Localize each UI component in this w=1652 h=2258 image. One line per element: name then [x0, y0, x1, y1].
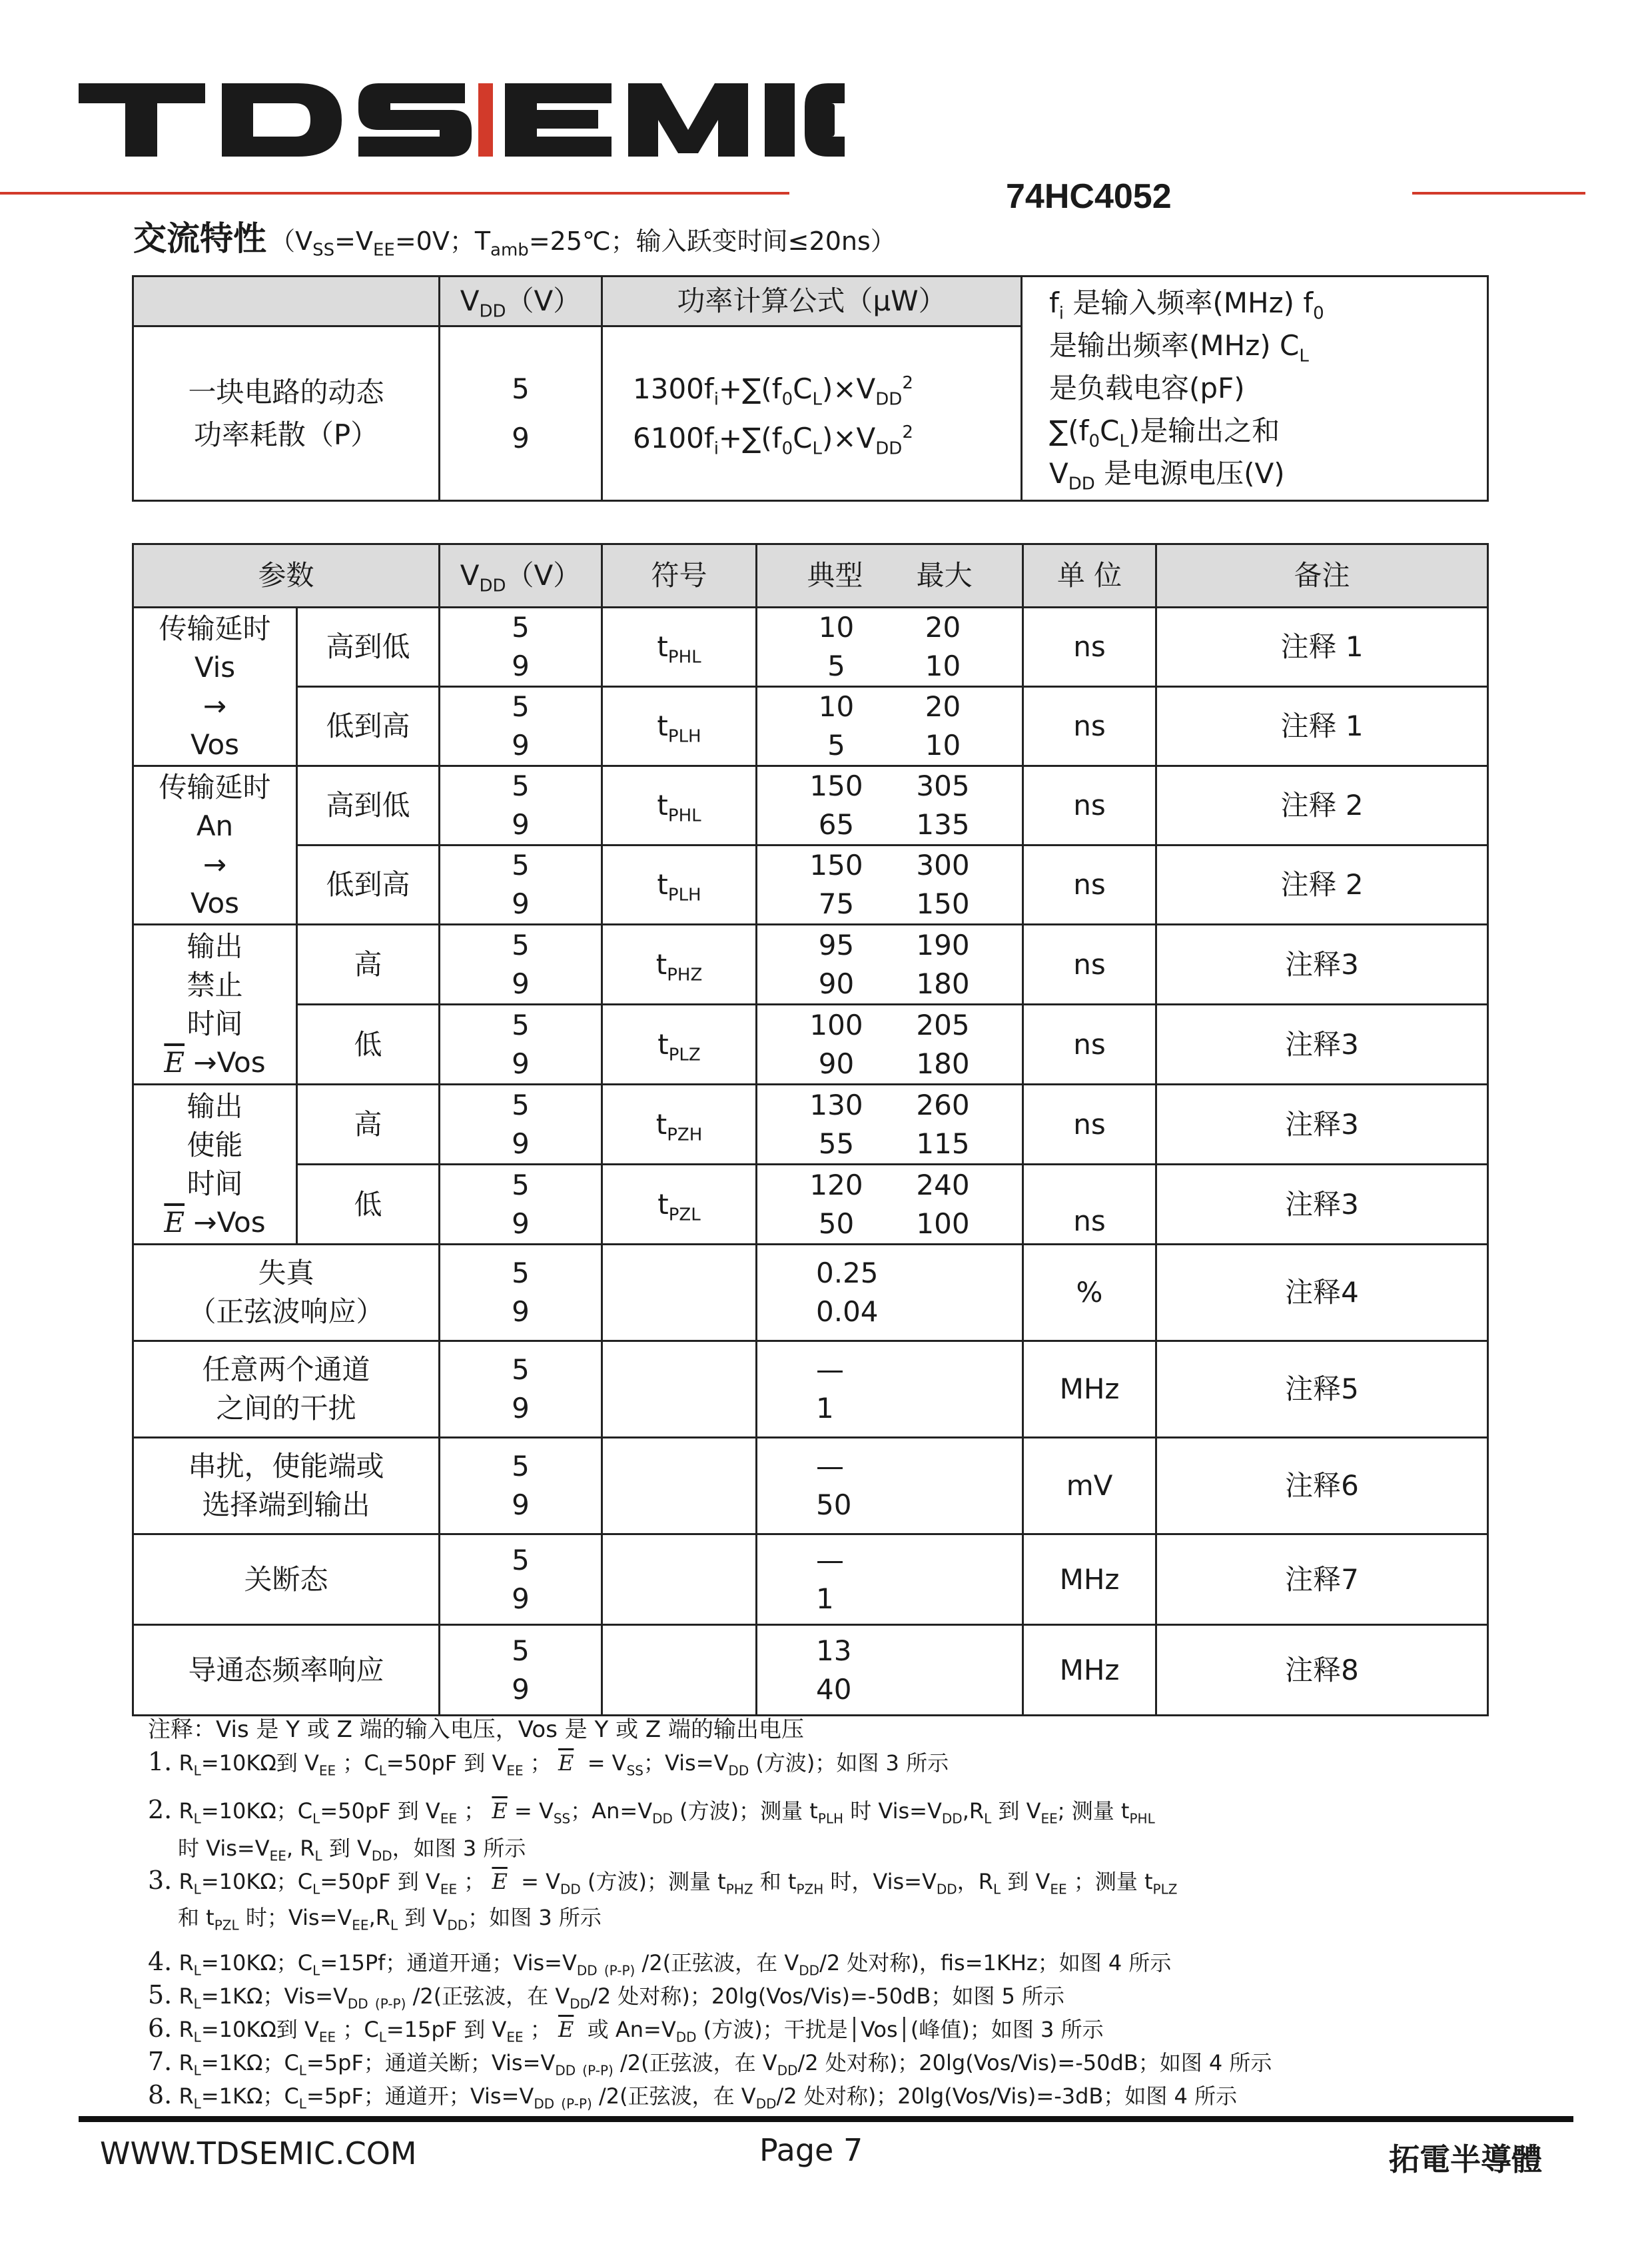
note-cell: 注释 1: [1156, 608, 1488, 687]
note-3: 3. $R_L=10K\Omega$；$C_L=50pF$ 到 $V_{EE}$ ； $\overline{E} = V_{DD}$ (方波)；测量 $t_{PHZ}$ 和 $t_{PZH}$ 时，$Vis=V_{DD}$，$R_L$ 到 $V_{EE}$ ；测量 $t_{PLZ}$: [148, 1866, 1178, 1898]
symbol-cell: [602, 1245, 757, 1341]
power-formulas: $1300f_i+\sum(f_0C_L)\times V_{DD}^2$ $6100f_i+\sum(f_0C_L)\times V_{DD}^2$: [602, 326, 1022, 501]
section-title: 交流特性: [133, 219, 266, 258]
power-label-line1: 一块电路的动态: [188, 375, 384, 408]
symbol-cell: $t_{PZH}$: [602, 1085, 757, 1165]
vdd-cell: 5 9: [440, 1085, 602, 1165]
note-2-cont: 时 $Vis=V_{EE}$, $R_L$ 到 $V_{DD}$，如图 3 所示: [178, 1836, 526, 1864]
symbol-cell: [602, 1625, 757, 1716]
part-number: 74HC4052: [1006, 177, 1172, 216]
vdd-cell: 5 9: [440, 1438, 602, 1534]
note-8: 8. $R_L=1K\Omega$；$C_L=5pF$；通道开；$Vis=V_{DD}$ $_{(P-P)}$ /2(正弦波，在 $V_{DD}/2$ 处对称)；20lg(Vos/Vis)=-3dB；如图 4 所示: [148, 2080, 1238, 2112]
section-heading: [133, 212, 896, 260]
note-cell: 注释4: [1156, 1245, 1488, 1341]
vdd-cell: 5 9: [440, 1534, 602, 1625]
sub-label: 高: [297, 1085, 440, 1165]
values-cell: 100 90205 180: [757, 1005, 1023, 1085]
symbol-cell: $t_{PLZ}$: [602, 1005, 757, 1085]
note-cell: 注释 2: [1156, 766, 1488, 846]
vdd-cell: 5 9: [440, 1245, 602, 1341]
note-7: 7. $R_L=1K\Omega$；$C_L=5pF$；通道关断；$Vis=V_{DD}$ $_{(P-P)}$ /2(正弦波，在 $V_{DD}/2$ 处对称)；20lg(Vos/Vis)=-50dB；如图 4 所示: [148, 2047, 1272, 2079]
note-cell: 注释3: [1156, 1165, 1488, 1245]
symbol-cell: $t_{PHL}$: [602, 608, 757, 687]
note-6: 6. $R_L=10K\Omega$到 $V_{EE}$ ；$C_L=15pF$ 到 $V_{EE}$ ； $\overline{E}$ 或 $An=V_{DD}$ (方波)；干扰是│Vos│(峰值)；如图 3 所示: [148, 2013, 1104, 2045]
values-cell: 150 75300 150: [757, 846, 1023, 925]
unit-cell: MHz: [1023, 1341, 1156, 1438]
param-crosstalk-enable: 串扰，使能端或 选择端到输出: [133, 1438, 440, 1534]
values-cell: 0.25 0.04: [757, 1245, 1023, 1341]
note-4: 4. $R_L=10K\Omega$；$C_L=15Pf$；通道开通；$Vis=V_{DD}$ $_{(P-P)}$ /2(正弦波，在 $V_{DD}/2$ 处对称)，fis=1KHz；如图 4 所示: [148, 1947, 1172, 1979]
footer-rule: [79, 2116, 1573, 2122]
note-cell: 注释3: [1156, 925, 1488, 1005]
header-param: 参数: [133, 544, 440, 608]
vdd-cell: 5 9: [440, 1005, 602, 1085]
vdd-cell: 5 9: [440, 766, 602, 846]
param-distortion: 失真 （正弦波响应）: [133, 1245, 440, 1341]
notes-intro: 注释：Vis 是 Y 或 Z 端的输入电压，Vos 是 Y 或 Z 端的输出电压: [148, 1716, 805, 1743]
values-cell: — 1: [757, 1534, 1023, 1625]
sub-label: 高到低: [297, 608, 440, 687]
sub-label: 高到低: [297, 766, 440, 846]
header-unit: 单 位: [1023, 544, 1156, 608]
unit-cell: ns: [1023, 608, 1156, 687]
values-cell: 120 50240 100: [757, 1165, 1023, 1245]
note-cell: 注释3: [1156, 1085, 1488, 1165]
power-table: [132, 275, 1489, 502]
values-cell: — 50: [757, 1438, 1023, 1534]
power-vdd: [440, 326, 602, 501]
note-cell: 注释 1: [1156, 687, 1488, 766]
vdd-cell: 5 9: [440, 1165, 602, 1245]
symbol-cell: $t_{PHL}$: [602, 766, 757, 846]
sub-label: 低: [297, 1165, 440, 1245]
symbol-cell: $t_{PLH}$: [602, 687, 757, 766]
sub-label: 低到高: [297, 687, 440, 766]
note-2: 2. $R_L=10K\Omega$；$C_L=50pF$ 到 $V_{EE}$ ； $\overline{E} = V_{SS}$；$An=V_{DD}$ (方波)；测量 $t_{PLH}$ 时 $Vis=V_{DD},R_L$ 到 $V_{EE}$; 测量 $t_{PHL}$: [148, 1795, 1155, 1827]
footer-website[interactable]: WWW.TDSEMIC.COM: [100, 2135, 417, 2171]
footer-page-number: Page 7: [759, 2132, 863, 2168]
note-cell: 注释3: [1156, 1005, 1488, 1085]
power-header-blank: [133, 277, 440, 326]
vdd-cell: 5 9: [440, 846, 602, 925]
power-row-label: [133, 326, 440, 501]
symbol-cell: [602, 1534, 757, 1625]
power-vdd-9: 9: [512, 421, 530, 454]
note-cell: 注释7: [1156, 1534, 1488, 1625]
section-conditions: （$V_{SS}=V_{EE}=0V$；$T_{amb}=25℃$；输入跃变时间≤20ns）: [270, 227, 896, 261]
note-1: 1. $R_L=10K\Omega$到 $V_{EE}$ ；$C_L=50pF$ 到 $V_{EE}$ ； $\overline{E} = V_{SS}$；$Vis=V_{DD}$ (方波)；如图 3 所示: [148, 1747, 949, 1779]
ac-characteristics-table: [132, 543, 1489, 1716]
symbol-cell: [602, 1438, 757, 1534]
header-rule-right: [1412, 192, 1585, 195]
note-3-cont: 和 $t_{PZL}$ 时；$Vis=V_{EE},R_L$ 到 $V_{DD}$；如图 3 所示: [178, 1905, 602, 1934]
unit-cell: MHz: [1023, 1534, 1156, 1625]
values-cell: 130 55260 115: [757, 1085, 1023, 1165]
unit-cell: ns: [1023, 1005, 1156, 1085]
unit-cell: ns: [1023, 1165, 1156, 1245]
values-cell: 150 65305 135: [757, 766, 1023, 846]
sub-label: 低到高: [297, 846, 440, 925]
symbol-cell: $t_{PZL}$: [602, 1165, 757, 1245]
sub-label: 高: [297, 925, 440, 1005]
param-crosstalk-channels: 任意两个通道 之间的干扰: [133, 1341, 440, 1438]
note-cell: 注释8: [1156, 1625, 1488, 1716]
notes-section: [148, 1714, 1272, 2112]
vdd-cell: 5 9: [440, 1625, 602, 1716]
param-on-state-freq: 导通态频率响应: [133, 1625, 440, 1716]
unit-cell: ns: [1023, 1085, 1156, 1165]
vdd-cell: 5 9: [440, 925, 602, 1005]
header-typ: 典型: [807, 559, 863, 592]
values-cell: 13 40: [757, 1625, 1023, 1716]
unit-cell: %: [1023, 1245, 1156, 1341]
vdd-cell: 5 9: [440, 1341, 602, 1438]
header-note: 备注: [1156, 544, 1488, 608]
symbol-cell: $t_{PHZ}$: [602, 925, 757, 1005]
header-typ-max: [757, 544, 1023, 608]
unit-cell: MHz: [1023, 1625, 1156, 1716]
unit-cell: ns: [1023, 766, 1156, 846]
note-cell: 注释6: [1156, 1438, 1488, 1534]
power-header-vdd: $V_{DD}(V)$: [440, 277, 602, 326]
footer-company: 拓電半導體: [1389, 2141, 1542, 2177]
values-cell: 10 520 10: [757, 687, 1023, 766]
header-max: 最大: [916, 559, 973, 592]
company-logo: [79, 67, 845, 167]
group-output-disable: 输出 禁止 时间 $\overline{E} \to Vos$: [133, 925, 297, 1085]
symbol-cell: [602, 1341, 757, 1438]
group-prop-delay-an: 传输延时 An → Vos: [133, 766, 297, 925]
header-symbol: 符号: [602, 544, 757, 608]
power-legend: $f_i$ 是输入频率(MHz) $f_0$ 是输出频率(MHz) $C_L$ 是负载电容(pF) $\sum(f_0C_L)$是输出之和 $V_{DD}$ 是电源电压(V): [1022, 277, 1488, 501]
power-header-formula: 功率计算公式（μW）: [602, 277, 1022, 326]
group-prop-delay-vis: 传输延时 Vis → Vos: [133, 608, 297, 766]
sub-label: 低: [297, 1005, 440, 1085]
note-cell: 注释5: [1156, 1341, 1488, 1438]
unit-cell: mV: [1023, 1438, 1156, 1534]
note-5: 5. $R_L=1K\Omega$；$Vis=V_{DD}$ $_{(P-P)}$ /2(正弦波，在 $V_{DD}/2$ 处对称)；20lg(Vos/Vis)=-50dB；如图 5 所示: [148, 1980, 1065, 2012]
param-off-state: 关断态: [133, 1534, 440, 1625]
values-cell: 10 520 10: [757, 608, 1023, 687]
values-cell: 95 90190 180: [757, 925, 1023, 1005]
vdd-cell: 5 9: [440, 608, 602, 687]
note-cell: 注释 2: [1156, 846, 1488, 925]
group-output-enable: 输出 使能 时间 $\overline{E} \to Vos$: [133, 1085, 297, 1245]
symbol-cell: $t_{PLH}$: [602, 846, 757, 925]
power-vdd-5: 5: [512, 372, 530, 405]
header-vdd: $V_{DD}(V)$: [440, 544, 602, 608]
values-cell: — 1: [757, 1341, 1023, 1438]
unit-cell: ns: [1023, 846, 1156, 925]
header-rule-left: [0, 192, 789, 195]
power-label-line2: 功率耗散（P）: [193, 418, 379, 451]
unit-cell: ns: [1023, 687, 1156, 766]
vdd-cell: 5 9: [440, 687, 602, 766]
unit-cell: ns: [1023, 925, 1156, 1005]
